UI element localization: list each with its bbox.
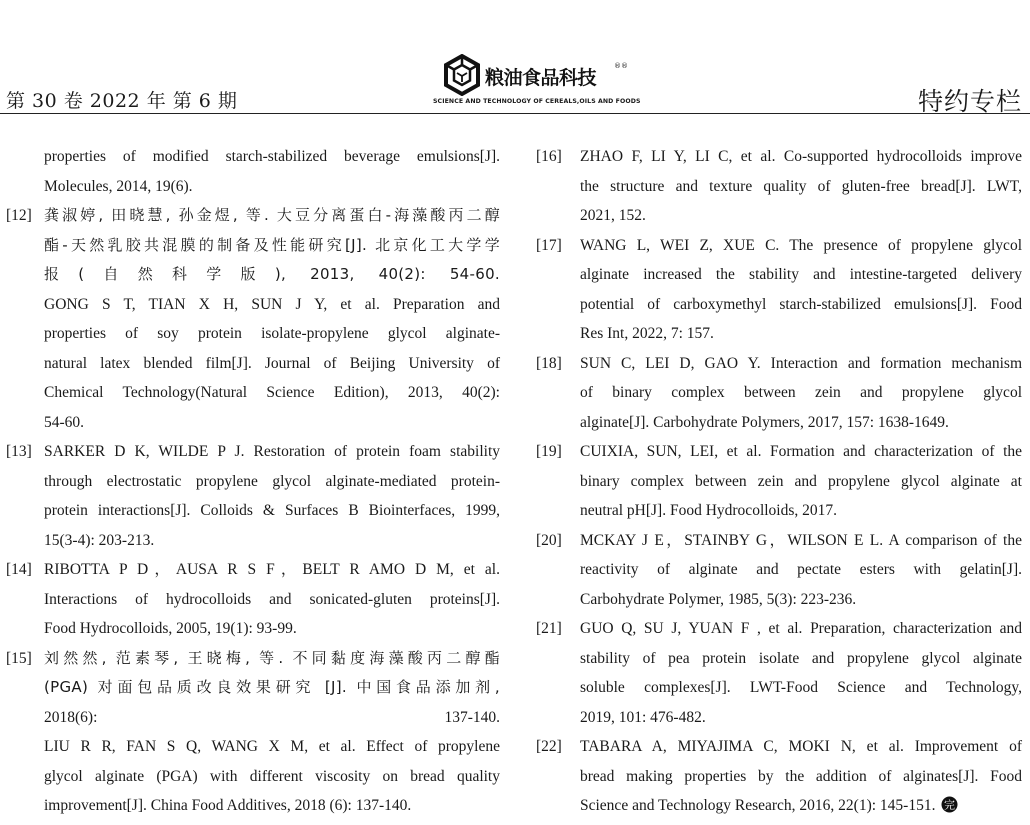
reference-line: bread making properties by the addition of alginates[J]. Food xyxy=(580,767,1022,785)
reference-entry xyxy=(0,644,500,821)
reference-entry xyxy=(528,142,1022,231)
reference-line: LIU R R, FAN S Q, WANG X M, et al. Effect of propylene xyxy=(44,738,500,755)
reference-line: 刘然然, 范素琴, 王晓梅, 等. 不同黏度海藻酸丙二醇酯 xyxy=(44,648,500,667)
reference-line: Food Hydrocolloids, 2005, 19(1): 93-99. xyxy=(44,620,297,637)
reference-text xyxy=(44,142,500,201)
reference-entry xyxy=(0,437,500,555)
reference-line: 2019, 101: 476-482. xyxy=(580,708,706,726)
reference-line: alginate increased the stability and intestine-targeted delivery xyxy=(580,266,1022,283)
left-reference-column xyxy=(0,142,500,821)
reference-line: ZHAO F, LI Y, LI C, et al. Co-supported hydrocolloids improve xyxy=(580,148,1022,165)
right-reference-column xyxy=(528,142,1022,821)
reference-text xyxy=(580,732,1022,821)
reference-line: GUO Q, SU J, YUAN F , et al. Preparation, characterization and xyxy=(580,620,1022,637)
reference-number: [18] xyxy=(536,354,562,372)
reference-line: CUIXIA, SUN, LEI, et al. Formation and characterization of the xyxy=(580,443,1022,460)
reference-number: [14] xyxy=(6,561,32,578)
reference-line: SARKER D K, WILDE P J. Restoration of protein foam stability xyxy=(44,443,500,460)
reference-line: 2018(6): 137-140. xyxy=(44,708,500,726)
journal-logo-mark-icon xyxy=(443,54,481,96)
reference-line: alginate[J]. Carbohydrate Polymers, 2017, 157: 1638-1649. xyxy=(580,413,949,431)
reference-text xyxy=(44,437,500,555)
reference-entry xyxy=(0,142,500,201)
reference-line: the structure and texture quality of gluten-free bread[J]. LWT, xyxy=(580,177,1022,195)
reference-line: Molecules, 2014, 19(6). xyxy=(44,177,193,195)
reference-line: soluble complexes[J]. LWT-Food Science and Technology, xyxy=(580,679,1022,696)
reference-number: [19] xyxy=(536,443,562,460)
reference-number: [22] xyxy=(536,738,562,755)
reference-entry xyxy=(528,526,1022,615)
reference-line: stability of pea protein isolate and propylene glycol alginate xyxy=(580,649,1022,667)
reference-number: [20] xyxy=(536,531,562,549)
page-header xyxy=(0,0,1030,116)
reference-text xyxy=(580,526,1022,615)
reference-line: GONG S T, TIAN X H, SUN J Y, et al. Preparation and xyxy=(44,295,500,313)
reference-text xyxy=(580,142,1022,231)
reference-line: properties of modified starch-stabilized beverage emulsions[J]. xyxy=(44,148,500,165)
reference-entry xyxy=(0,555,500,644)
reference-number: [13] xyxy=(6,443,32,460)
reference-line: through electrostatic propylene glycol alginate-mediated protein- xyxy=(44,472,500,490)
reference-line: Res Int, 2022, 7: 157. xyxy=(580,325,714,342)
reference-line: (PGA) 对面包品质改良效果研究 [J]. 中国食品添加剂, xyxy=(44,678,500,696)
reference-line: properties of soy protein isolate-propylene glycol alginate- xyxy=(44,325,500,342)
reference-text xyxy=(580,231,1022,349)
reference-text xyxy=(44,201,500,437)
journal-logo xyxy=(432,52,641,108)
reference-line: improvement[J]. China Food Additives, 2018 (6): 137-140. xyxy=(44,797,412,814)
reference-text xyxy=(580,614,1022,732)
reference-line: 54-60. xyxy=(44,413,85,431)
reference-line: 2021, 152. xyxy=(580,207,646,224)
reference-line: 龚淑婷, 田晓慧, 孙金煜, 等. 大豆分离蛋白-海藻酸丙二醇 xyxy=(44,206,500,224)
column-title: 特约专栏 xyxy=(917,87,1022,116)
reference-text xyxy=(580,437,1022,526)
journal-logo-subtitle: SCIENCE AND TECHNOLOGY OF CEREALS,OILS AND FOODS xyxy=(433,98,641,105)
reference-entry xyxy=(528,437,1022,526)
reference-line: Science and Technology Research, 2016, 22(1): 145-151. 完 xyxy=(580,791,1022,821)
reference-entry xyxy=(528,732,1022,821)
reference-number: [12] xyxy=(6,207,32,224)
reference-entry xyxy=(528,614,1022,732)
svg-text:完: 完 xyxy=(944,798,956,812)
reference-line: potential of carboxymethyl starch-stabilized emulsions[J]. Food xyxy=(580,295,1022,313)
reference-line: 酯-天然乳胶共混膜的制备及性能研究[J]. 北京化工大学学 xyxy=(44,235,500,254)
reference-line: binary complex between zein and propylene glycol alginate at xyxy=(580,472,1022,490)
registered-mark: ®® xyxy=(614,62,628,70)
reference-number: [15] xyxy=(6,649,32,667)
reference-line: reactivity of alginate and pectate esters with gelatin[J]. xyxy=(580,561,1022,578)
reference-line: 15(3-4): 203-213. xyxy=(44,531,155,549)
reference-number xyxy=(0,142,44,201)
reference-line: natural latex blended film[J]. Journal of Beijing University of xyxy=(44,354,500,372)
reference-line: SUN C, LEI D, GAO Y. Interaction and formation mechanism xyxy=(580,354,1022,372)
reference-line: MCKAY J E，STAINBY G，WILSON E L. A comparison of the xyxy=(580,531,1022,549)
reference-entry xyxy=(528,349,1022,438)
reference-text xyxy=(580,349,1022,438)
reference-number: [16] xyxy=(536,148,562,165)
reference-number: [17] xyxy=(536,236,562,254)
end-of-article-mark xyxy=(941,796,958,813)
reference-line: glycol alginate (PGA) with different viscosity on bread quality xyxy=(44,767,500,785)
reference-text xyxy=(44,644,500,821)
reference-line: Interactions of hydrocolloids and sonicated-gluten proteins[J]. xyxy=(44,590,500,608)
reference-line: RIBOTTA P D，AUSA R S F，BELT R AMO D M, et al. xyxy=(44,561,500,578)
reference-line: TABARA A, MIYAJIMA C, MOKI N, et al. Improvement of xyxy=(580,738,1022,755)
reference-number: [21] xyxy=(536,620,562,637)
reference-line: of binary complex between zein and propylene glycol xyxy=(580,384,1022,401)
reference-line: Carbohydrate Polymer, 1985, 5(3): 223-236. xyxy=(580,590,857,608)
reference-line: WANG L, WEI Z, XUE C. The presence of propylene glycol xyxy=(580,236,1022,254)
reference-text xyxy=(44,555,500,644)
reference-entry xyxy=(528,231,1022,349)
journal-logo-name: 粮油食品科技 xyxy=(485,67,597,89)
header-rule xyxy=(0,113,1030,114)
reference-line: protein interactions[J]. Colloids & Surfaces B Biointerfaces, 1999, xyxy=(44,502,500,519)
issue-label: 第 30 卷 2022 年 第 6 期 xyxy=(6,90,238,112)
reference-line: neutral pH[J]. Food Hydrocolloids, 2017. xyxy=(580,502,838,519)
reference-entry xyxy=(0,201,500,437)
reference-line: 报(自然科学版), 2013, 40(2): 54-60. xyxy=(44,265,500,283)
reference-line: Chemical Technology(Natural Science Edition), 2013, 40(2): xyxy=(44,384,500,401)
